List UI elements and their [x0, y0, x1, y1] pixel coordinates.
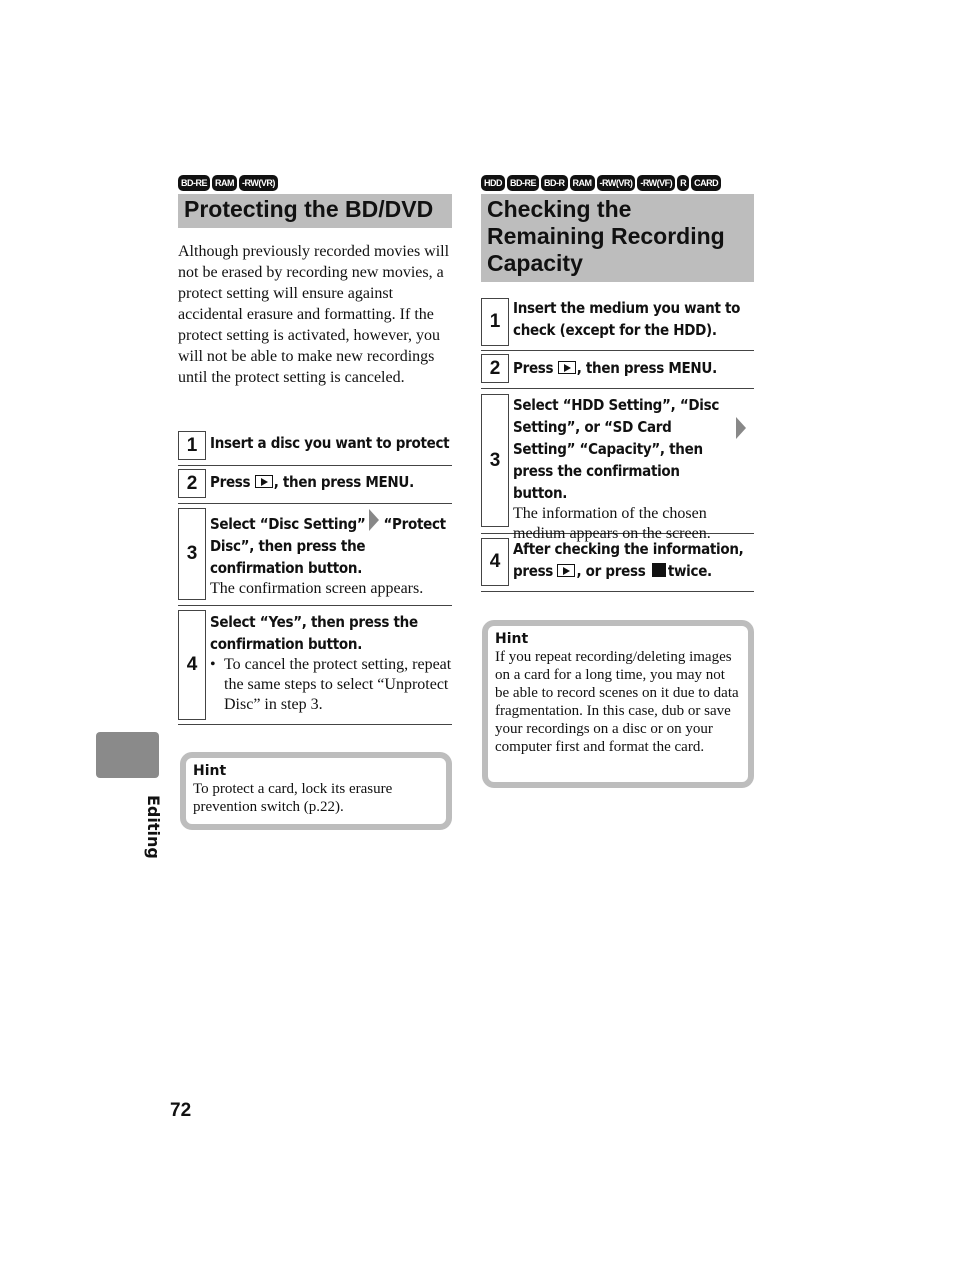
menu-label: , then press MENU.	[273, 473, 414, 491]
arrow-right-icon	[736, 417, 746, 439]
hint-text: If you repeat recording/deleting images on a card for a long time, you may not be able to record scenes on it due to data fragmentation. In this case, dub or save your recordings on a disc or on your computer first and format the card.	[495, 649, 739, 755]
step-instruction: Insert the medium you want to check (except for the HDD).	[513, 299, 741, 339]
step-text-part: Select “Disc Setting”	[210, 515, 366, 533]
step-2	[481, 350, 754, 389]
media-badges	[178, 175, 278, 191]
step-number: 1	[481, 298, 509, 346]
step-4	[178, 605, 452, 725]
play-icon	[557, 564, 575, 577]
step-number: 4	[481, 538, 509, 586]
section-label: Editing	[144, 795, 163, 859]
badge-bd-re: BD-RE	[178, 175, 210, 191]
section-title: Checking the Remaining Recording Capacity	[481, 194, 754, 282]
badge-ram: RAM	[570, 175, 595, 191]
hint-box	[482, 620, 754, 788]
hint-title: Hint	[495, 631, 529, 647]
badge-ram: RAM	[212, 175, 237, 191]
media-badges	[481, 175, 721, 191]
step-instruction: Insert a disc you want to protect	[210, 434, 450, 452]
badge-rw-vf: -RW(VF)	[637, 175, 675, 191]
bullet-text: To cancel the protect setting, repeat the same steps to select “Unprotect Disc” in step 3.	[224, 656, 452, 713]
page-number: 72	[170, 1100, 192, 1121]
badge-bd-r: BD-R	[541, 175, 568, 191]
step-3	[178, 503, 452, 606]
step-instruction: Select “HDD Setting”, “Disc Setting”, or “SD Card Setting” “Capacity”, then press the confirmation button.	[513, 396, 720, 502]
hint-box	[180, 752, 452, 830]
play-icon	[255, 475, 273, 488]
intro-paragraph: Although previously recorded movies will not be erased by recording new movies, a protect setting will ensure against accidental erasure and formatting. If the protect setting is activated, however, you will not be able to make new recordings until the protect setting is canceled.	[178, 243, 450, 386]
play-icon	[558, 361, 576, 374]
step-instruction	[513, 538, 754, 582]
step-instruction	[513, 357, 754, 379]
step-result: The confirmation screen appears.	[210, 580, 424, 597]
step-instruction	[210, 509, 452, 579]
badge-r: R	[677, 175, 689, 191]
hint-title: Hint	[193, 763, 227, 779]
step-instruction	[210, 471, 452, 493]
section-title: Protecting the BD/DVD	[178, 194, 452, 228]
step-2	[178, 465, 452, 504]
step-text-part: , or press	[576, 562, 646, 580]
step-text-part: twice.	[667, 562, 712, 580]
step-text-part: After checking the information, press	[513, 540, 744, 580]
badge-rw-vr: -RW(VR)	[239, 175, 278, 191]
step-instruction: Select “Yes”, then press the confirmation button.	[210, 613, 418, 653]
badge-card: CARD	[691, 175, 721, 191]
badge-hdd: HDD	[481, 175, 505, 191]
press-label: Press	[210, 473, 251, 491]
section-tab-marker	[96, 732, 159, 778]
step-number: 3	[178, 508, 206, 600]
badge-bd-re: BD-RE	[507, 175, 539, 191]
step-number: 3	[481, 394, 509, 527]
step-number: 2	[178, 469, 206, 498]
stop-icon	[652, 563, 666, 577]
menu-label: , then press MENU.	[576, 359, 717, 377]
step-text-part: “Protect Disc”, then press the confirmation button.	[210, 515, 446, 577]
step-result: The information of the chosen medium appears on the screen.	[513, 505, 711, 542]
step-3	[481, 388, 754, 542]
step-number: 4	[178, 610, 206, 720]
step-number: 1	[178, 431, 206, 460]
hint-text: To protect a card, lock its erasure prevention switch (p.22).	[193, 781, 393, 815]
bullet-mark: •	[210, 656, 216, 673]
press-label: Press	[513, 359, 554, 377]
step-1	[481, 296, 754, 351]
badge-rw-vr: -RW(VR)	[597, 175, 636, 191]
step-bullet	[210, 655, 452, 715]
step-number: 2	[481, 354, 509, 383]
step-1	[178, 427, 452, 466]
step-4	[481, 533, 754, 592]
arrow-right-icon	[369, 509, 379, 531]
